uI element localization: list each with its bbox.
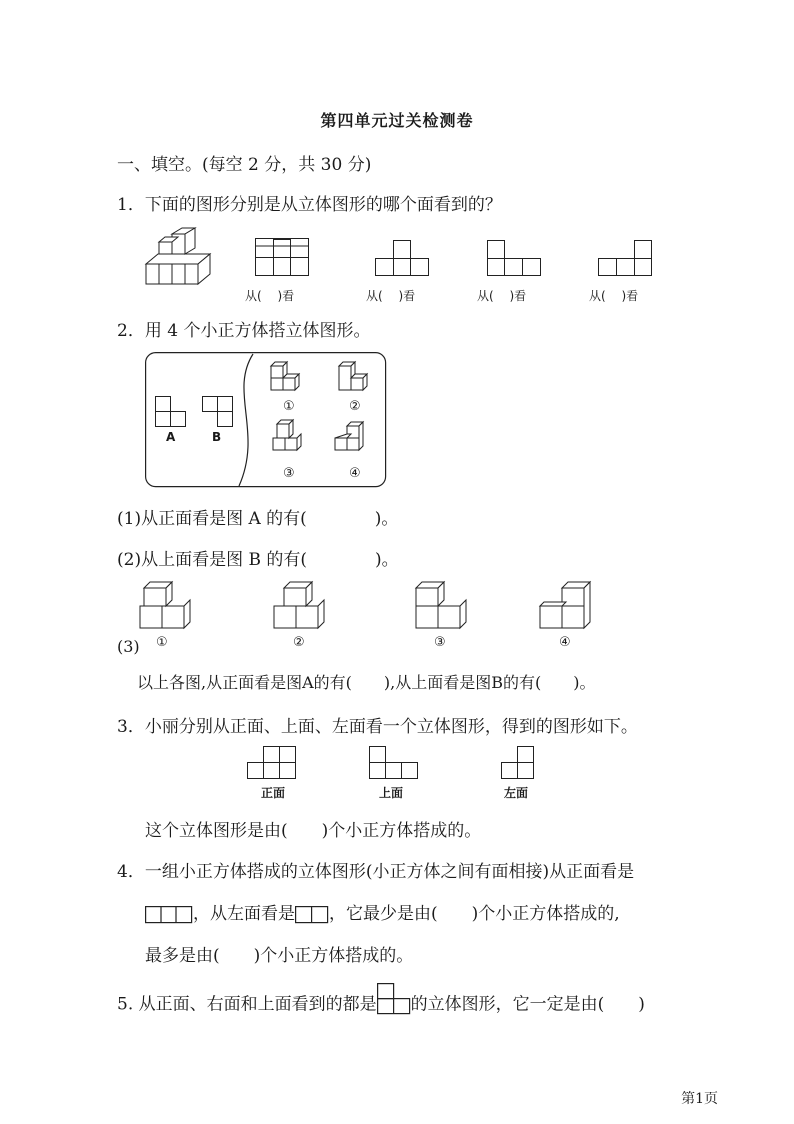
q1-caption-2: 从( )看 xyxy=(366,289,416,303)
page-number: 第1页 xyxy=(681,1091,718,1107)
q2-panel-mark-3: ③ xyxy=(283,466,295,481)
q4-text-a: ，从左面看是 xyxy=(193,904,295,924)
q5-text-a: 5. 从正面、右面和上面看到的都是 xyxy=(117,994,377,1015)
q2-sub-3-text: 以上各图,从正面看是图A的有( ),从上面看是图B的有( )。 xyxy=(137,673,596,692)
q2-sub-2: (2)从上面看是图 B 的有( )。 xyxy=(117,550,399,570)
q2-sub3-mark-3: ③ xyxy=(434,635,446,650)
question-4-line-3: 最多是由( )个小正方体搭成的。 xyxy=(145,946,414,966)
q2-sub3-figures xyxy=(136,576,596,632)
q1-caption-1: 从( )看 xyxy=(245,289,295,303)
q4-text-b: ，它最少是由( )个小正方体搭成的, xyxy=(329,904,620,924)
q5-view-icon xyxy=(377,983,411,1015)
q1-solid-figure xyxy=(140,228,220,290)
question-3-text: 3．小丽分别从正面、上面、左面看一个立体图形，得到的图形如下。 xyxy=(117,717,638,737)
q3-view-front xyxy=(247,746,297,780)
q1-view-3 xyxy=(487,240,541,276)
q2-sub-3-label: (3) xyxy=(117,637,140,656)
question-5-line xyxy=(117,989,645,1021)
q2-panel-mark-1: ① xyxy=(283,399,295,414)
question-4-line-2 xyxy=(145,899,620,924)
q2-panel-mark-4: ④ xyxy=(349,466,361,481)
question-2-text: 2．用 4 个小正方体搭立体图形。 xyxy=(117,321,371,341)
question-4-line-1: 4．一组小正方体搭成的立体图形(小正方体之间有面相接)从正面看是 xyxy=(117,862,635,882)
q2-label-a: A xyxy=(166,430,176,444)
q2-sub3-mark-4: ④ xyxy=(559,635,571,650)
section-heading: 一、填空。(每空 2 分，共 30 分) xyxy=(117,155,372,175)
q3-label-top: 上面 xyxy=(379,786,404,800)
q1-caption-3: 从( )看 xyxy=(477,289,527,303)
q5-text-b: 的立体图形，它一定是由( ) xyxy=(410,994,645,1015)
question-1-text: 1．下面的图形分别是从立体图形的哪个面看到的？ xyxy=(117,195,502,215)
q2-label-b: B xyxy=(212,430,222,444)
q1-view-4 xyxy=(598,240,652,276)
q4-left-view-icon xyxy=(295,906,329,924)
page-title: 第四单元过关检测卷 xyxy=(320,111,474,130)
q3-view-left xyxy=(501,746,535,780)
q3-view-top xyxy=(369,746,419,780)
q3-label-front: 正面 xyxy=(261,786,286,800)
q1-view-1 xyxy=(255,238,309,276)
q2-sub3-mark-1: ① xyxy=(156,635,168,650)
q2-panel-mark-2: ② xyxy=(349,399,361,414)
q4-front-view-icon xyxy=(145,906,193,924)
q2-sub-1: (1)从正面看是图 A 的有( )。 xyxy=(117,509,399,529)
q2-sub3-mark-2: ② xyxy=(293,635,305,650)
q1-view-2 xyxy=(375,240,429,276)
q1-caption-4: 从( )看 xyxy=(589,289,639,303)
q3-label-left: 左面 xyxy=(504,786,529,800)
q3-answer: 这个立体图形是由( )个小正方体搭成的。 xyxy=(145,821,482,841)
